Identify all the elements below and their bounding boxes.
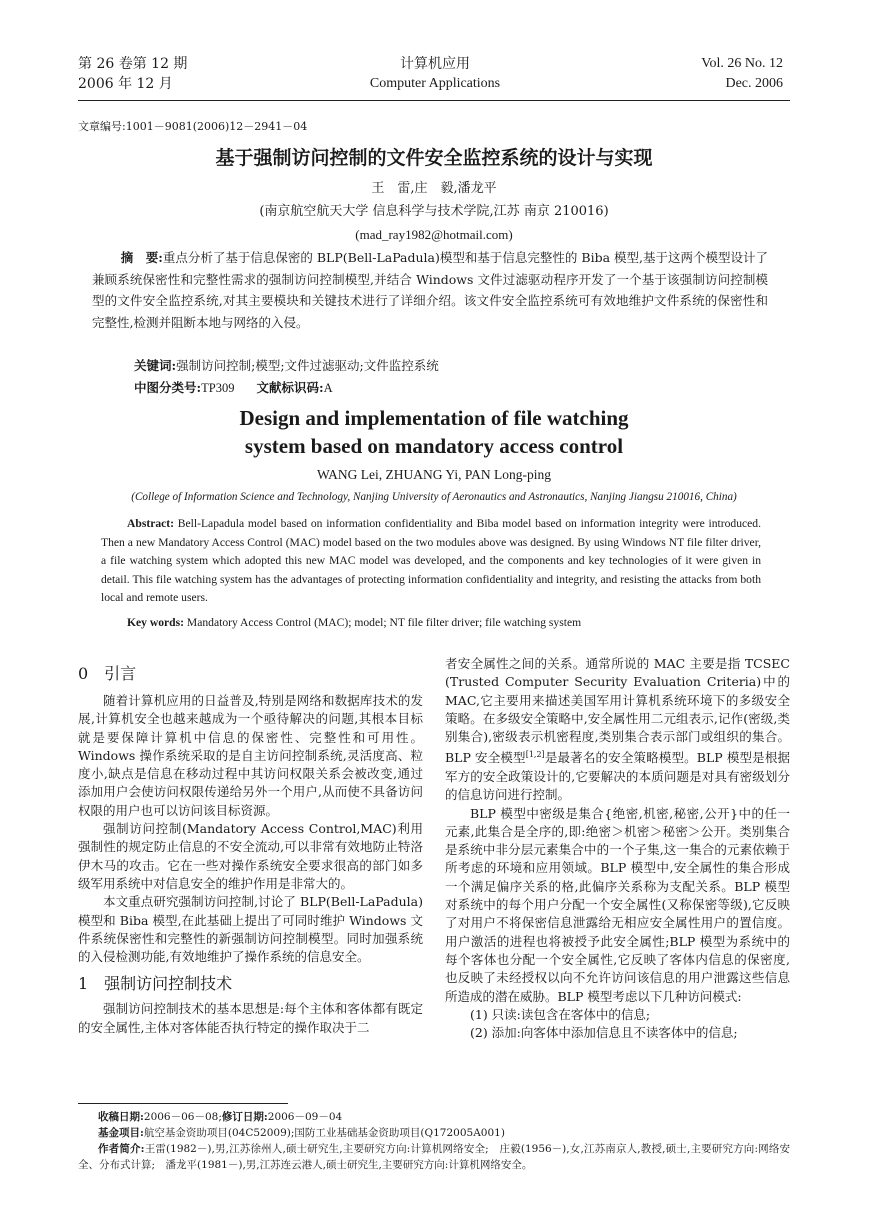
footnote-fund bbox=[78, 1125, 790, 1141]
journal-date-en: Dec. 2006 bbox=[725, 76, 783, 91]
classification-label: 中图分类号: bbox=[134, 380, 202, 395]
received-date: 2006－06－08; bbox=[143, 1111, 222, 1123]
affiliation-en: (College of Information Science and Technology, Nanjing University of Aeronautics and Astronautics, Nanjing Jiangsu 210016, China) bbox=[131, 491, 737, 503]
footnotes bbox=[78, 1109, 790, 1173]
journal-date: 2006 年 12 月 bbox=[78, 76, 173, 92]
access-mode-item-1: (1) 只读:读包含在客体中的信息; bbox=[470, 1006, 651, 1022]
title-zh: 基于强制访问控制的文件安全监控系统的设计与实现 bbox=[215, 147, 653, 169]
keywords-en bbox=[127, 614, 581, 632]
section-1-heading: 1 强制访问控制技术 bbox=[78, 974, 233, 994]
right-paragraph-1b: 是最著名的安全策略模型。BLP 模型是根据军方的安全政策设计的,它要解决的本质问题是对具有密级划分的信息访问进行控制。 bbox=[445, 750, 791, 803]
title-en-line1: Design and implementation of file watching bbox=[239, 406, 629, 430]
keywords-zh-label: 关键词: bbox=[134, 358, 177, 373]
bio-text: 王雷(1982－),男,江苏徐州人,硕士研究生,主要研究方向:计算机网络安全; 庄毅(1956－),女,江苏南京人,教授,硕士,主要研究方向:网络安全、分布式计算; 潘龙平(1981－),男,江苏连云港人,硕士研究生,主要研究方向:计算机网络安全。 bbox=[78, 1143, 790, 1171]
journal-name-en: Computer Applications bbox=[369, 76, 501, 91]
right-paragraph-1 bbox=[445, 655, 790, 805]
classification-code: TP309 bbox=[201, 381, 235, 395]
revised-date: 2006－09－04 bbox=[267, 1111, 343, 1123]
footnote-dates bbox=[78, 1109, 790, 1125]
keywords-zh bbox=[134, 356, 439, 376]
footnote-bio bbox=[78, 1141, 790, 1173]
article-number: 文章编号:1001－9081(2006)12－2941－04 bbox=[78, 120, 308, 133]
intro-paragraph-3: 本文重点研究强制访问控制,讨论了 BLP(Bell-LaPadula)模型和 Biba 模型,在此基础上提出了可同时维护 Windows 文件系统保密性和完整性的新强制访问控制模型。同时加强系统的入侵检测功能,有效地维护了操作系统的信息安全。 bbox=[78, 894, 423, 965]
authors-en: WANG Lei, ZHUANG Yi, PAN Long-ping bbox=[316, 467, 552, 482]
intro-paragraph-2: 强制访问控制(Mandatory Access Control,MAC)利用强制性的规定防止信息的不安全流动,可以非常有效地防止特洛伊木马的攻击。它在一些对操作系统安全要求很高的部门如多级军用系统中对信息安全的维护作用是非常大的。 bbox=[78, 821, 423, 891]
intro-paragraph-1: 随着计算机应用的日益普及,特别是网络和数据库技术的发展,计算机安全也越来越成为一个亟待解决的问题,其根本目标就是要保障计算机中信息的保密性、完整性和可用性。Windows 操作系统采取的是自主访问控制系统,灵活度高、粒度小,缺点是信息在移动过程中其访问权限关系会被改变,通过添加用户会使访问权限传递给另外一个用户,从而使不具备访问权限的用户也可以访问该目标资源。 bbox=[78, 693, 423, 818]
bio-label: 作者简介: bbox=[98, 1143, 145, 1155]
right-paragraph-2: BLP 模型中密级是集合{绝密,机密,秘密,公开}中的任一元素,此集合是全序的,即:绝密＞机密＞秘密＞公开。类别集合是系统中非分层元素集合中的一个子集,这一集合的元素依赖于所考虑的环境和应用领域。BLP 模型中,安全属性的集合形成一个满足偏序关系的格,此偏序关系称为支配关系。BLP 模型对系统中的每个用户分配一个安全属性(又称保密等级),它反映了对用户不将保密信息泄露给无相应安全属性用户的置信度。用户激活的进程也将被授予此安全属性;BLP 模型为系统中的每个客体也分配一个安全属性,它反映了客体内信息的保密度,也反映了未经授权以向不允许访问该信息的用户泄露这些信息所造成的潜在威胁。BLP 模型考虑以下几种访问模式: bbox=[445, 805, 790, 1004]
journal-volume-en: Vol. 26 No. 12 bbox=[701, 56, 783, 71]
keywords-zh-text: 强制访问控制;模型;文件过滤驱动;文件监控系统 bbox=[176, 358, 439, 373]
abstract-en-label: Abstract: bbox=[127, 517, 175, 530]
author-email: (mad_ray1982@hotmail.com) bbox=[355, 227, 513, 242]
authors-zh: 王 雷,庄 毅,潘龙平 bbox=[371, 181, 497, 196]
body-right-column bbox=[445, 655, 790, 1042]
access-mode-item-2: (2) 添加:向客体中添加信息且不读客体中的信息; bbox=[470, 1025, 738, 1041]
journal-volume-issue: 第 26 卷第 12 期 bbox=[78, 56, 188, 72]
received-label: 收稿日期: bbox=[98, 1111, 144, 1123]
keywords-en-label: Key words: bbox=[127, 616, 184, 629]
section-1-paragraph-1: 强制访问控制技术的基本思想是:每个主体和客体都有既定的安全属性,主体对客体能否执行特定的操作取决于二 bbox=[78, 1001, 423, 1035]
journal-name-zh: 计算机应用 bbox=[400, 56, 470, 72]
abstract-zh-text: 重点分析了基于信息保密的 BLP(Bell-LaPadula)模型和基于信息完整性的 Biba 模型,基于这两个模型设计了兼顾系统保密性和完整性需求的强制访问控制模型,并结合 Windows 文件过滤驱动程序开发了一个基于该强制访问控制模型的文件安全监控系统,对其主要模块和关键技术进行了详细介绍。该文件安全监控系统可有效地维护文件系统的保密性和完整性,检测并阻断本地与网络的入侵。 bbox=[92, 250, 768, 330]
doc-code-label: 文献标识码: bbox=[256, 380, 324, 395]
fund-text: 航空基金资助项目(04C52009);国防工业基础基金资助项目(Q172005A001) bbox=[143, 1127, 505, 1139]
footnote-rule bbox=[78, 1103, 288, 1104]
abstract-en bbox=[101, 515, 761, 608]
reference-marker: [1,2] bbox=[525, 750, 545, 760]
fund-label: 基金项目: bbox=[98, 1127, 144, 1139]
right-paragraph-1a: 者安全属性之间的关系。通常所说的 MAC 主要是指 TCSEC (Trusted Computer Security Evaluation Criteria)中的 MAC,它主要用来描述美国军用计算机系统环境下的多级安全策略。在多级安全策略中,安全属性用二元组表示,记作(密级,类别集合),密级表示机密程度,类别集合表示部门或组织的集合。BLP 安全模型 bbox=[445, 656, 790, 766]
classification bbox=[134, 378, 333, 398]
header-rule bbox=[78, 100, 790, 101]
body-left-column bbox=[78, 662, 423, 1037]
abstract-en-text: Bell-Lapadula model based on information confidentiality and Biba model based on information integrity were introduced. Then a new Mandatory Access Control (MAC) model based on the two modules above was designed. By using Windows NT file filter driver, a file watching system which adopted this new MAC model was developed, and the components and key technologies of it were given in detail. This file watching system has the advantages of protecting information confidentiality and integrity, and resisting the attacks from both local and remote users. bbox=[101, 517, 761, 604]
doc-code: A bbox=[323, 381, 333, 395]
abstract-zh bbox=[92, 247, 768, 333]
affiliation-zh: (南京航空航天大学 信息科学与技术学院,江苏 南京 210016) bbox=[259, 204, 609, 219]
revised-label: 修订日期: bbox=[221, 1111, 268, 1123]
title-en-line2: system based on mandatory access control bbox=[244, 434, 624, 458]
keywords-en-text: Mandatory Access Control (MAC); model; NT file filter driver; file watching system bbox=[186, 616, 582, 629]
section-0-heading: 0 引言 bbox=[78, 664, 137, 683]
abstract-zh-label: 摘 要: bbox=[120, 250, 163, 265]
